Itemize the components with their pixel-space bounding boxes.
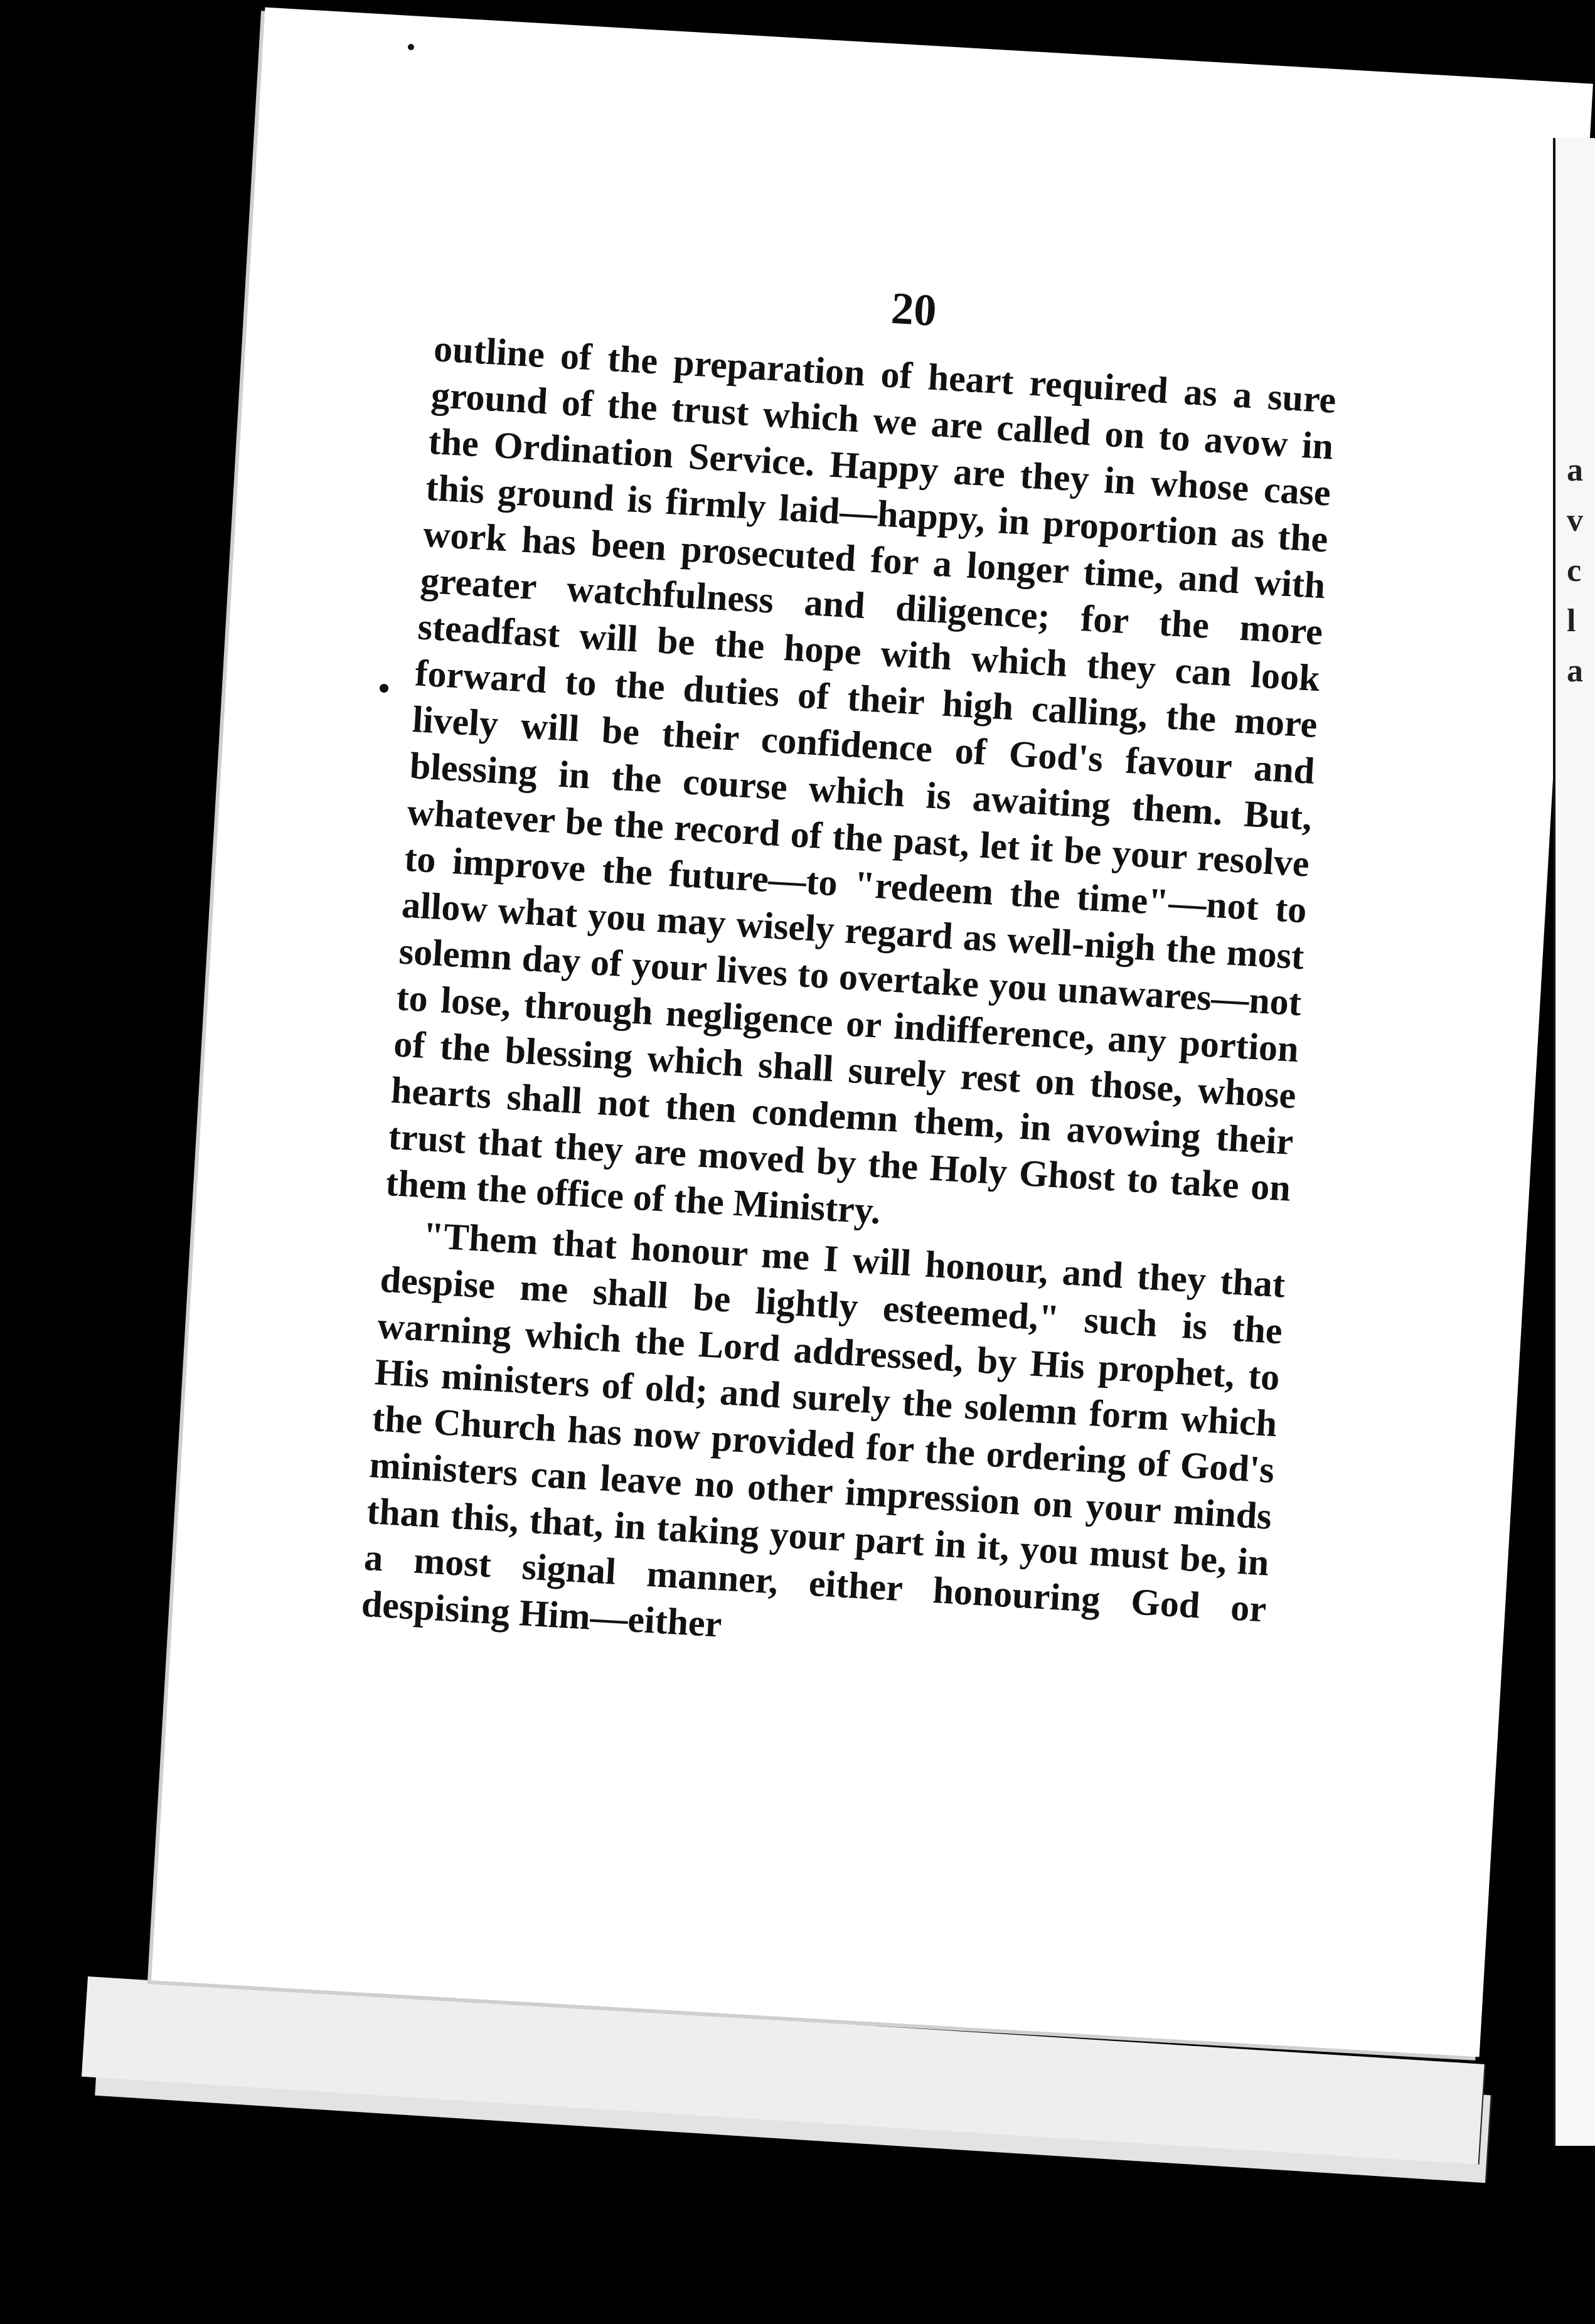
adjacent-page-fragment: c [1567, 553, 1582, 589]
adjacent-page-fragment: l [1567, 603, 1576, 639]
paragraph: "Them that honour me I will honour, and they that despise me shall be lightly esteemed," such is the warning which the Lord addressed, by His prophet, to His ministers of old; and surely the solemn form which the Church has now provided for the ordering of God's ministers can leave no other impression on your minds than this, that, in taking your part in it, you must be, in a most signal manner, either honouring God or despising Him—either [360, 1214, 1286, 1645]
book-page [151, 8, 1593, 2057]
adjacent-page-fragment: a [1567, 653, 1583, 689]
speck [380, 684, 388, 693]
adjacent-page-fragment: a [1567, 452, 1583, 488]
adjacent-page-fragment: v [1567, 503, 1583, 538]
speck [408, 44, 414, 50]
page-number: 20 [890, 282, 938, 336]
paragraph: outline of the preparation of heart required as a sure ground of the trust which we are called on to avow in the Ordination Service. Happy are they in whose case this ground is firmly laid—happy, in proportion as the work has been prosecuted for a longer time, and with greater watchfulness and diligence; for the more steadfast will be the hope with which they can look forward to the duties of their high calling, the more lively will be their confidence of God's favour and blessing in the course which is awaiting them. But, whatever be the record of the past, let it be your resolve to improve the future—to "redeem the time"—not to allow what you may wisely regard as well-nigh the most solemn day of your lives to overtake you unawares—not to lose, through negligence or indifference, any portion of the blessing which shall surely rest on those, whose hearts shall not then condemn them, in avowing their trust that they are moved by the Holy Ghost to take on them the office of the Ministry. [385, 328, 1338, 1232]
page-body [360, 325, 1337, 1678]
adjacent-page [1553, 138, 1595, 2146]
